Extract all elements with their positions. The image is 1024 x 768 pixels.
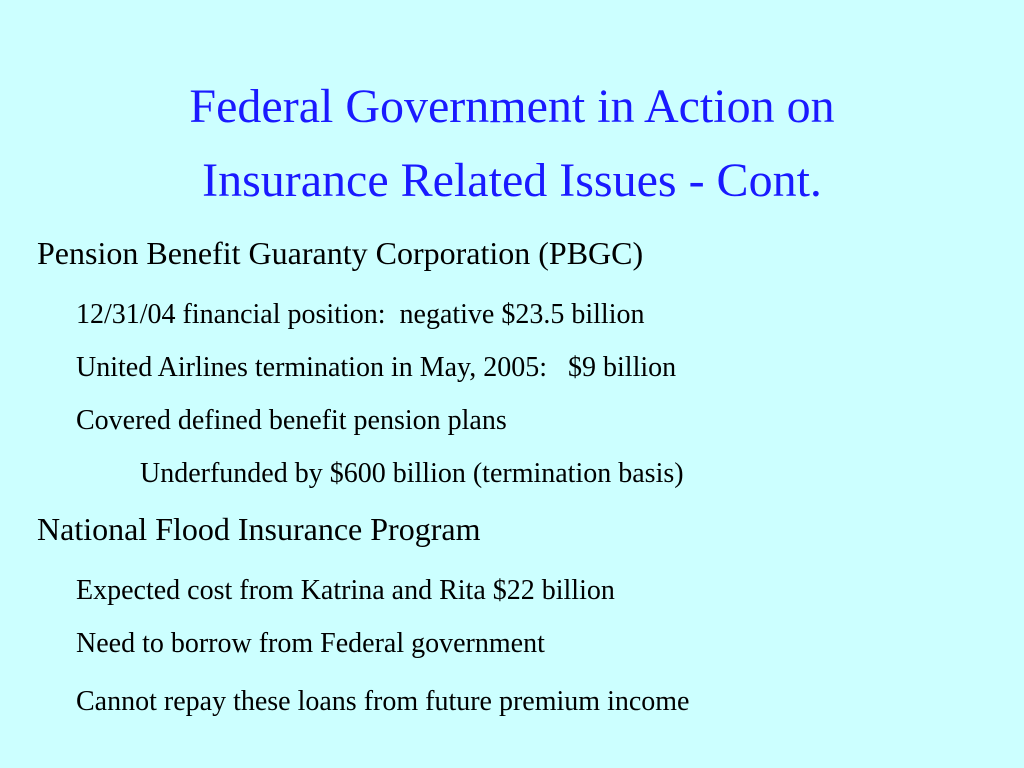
nfip-borrow-item: Need to borrow from Federal government	[76, 628, 545, 659]
section-heading-pbgc: Pension Benefit Guaranty Corporation (PBGC)	[37, 235, 644, 271]
nfip-expected-cost-item: Expected cost from Katrina and Rita $22 billion	[76, 575, 615, 606]
pbgc-covered-plans-item: Covered defined benefit pension plans	[76, 405, 507, 436]
slide-title-line-2: Insurance Related Issues - Cont.	[202, 154, 822, 207]
slide-title	[0, 70, 1024, 218]
slide-title-line-1: Federal Government in Action on	[189, 80, 835, 133]
pbgc-financial-position-item: 12/31/04 financial position: negative $23.5 billion	[76, 299, 645, 330]
pbgc-united-airlines-item: United Airlines termination in May, 2005: $9 billion	[76, 352, 677, 383]
section-heading-nfip: National Flood Insurance Program	[37, 511, 481, 547]
pbgc-underfunded-subitem: Underfunded by $600 billion (termination basis)	[140, 458, 684, 489]
nfip-repay-item: Cannot repay these loans from future premium income	[76, 686, 690, 717]
